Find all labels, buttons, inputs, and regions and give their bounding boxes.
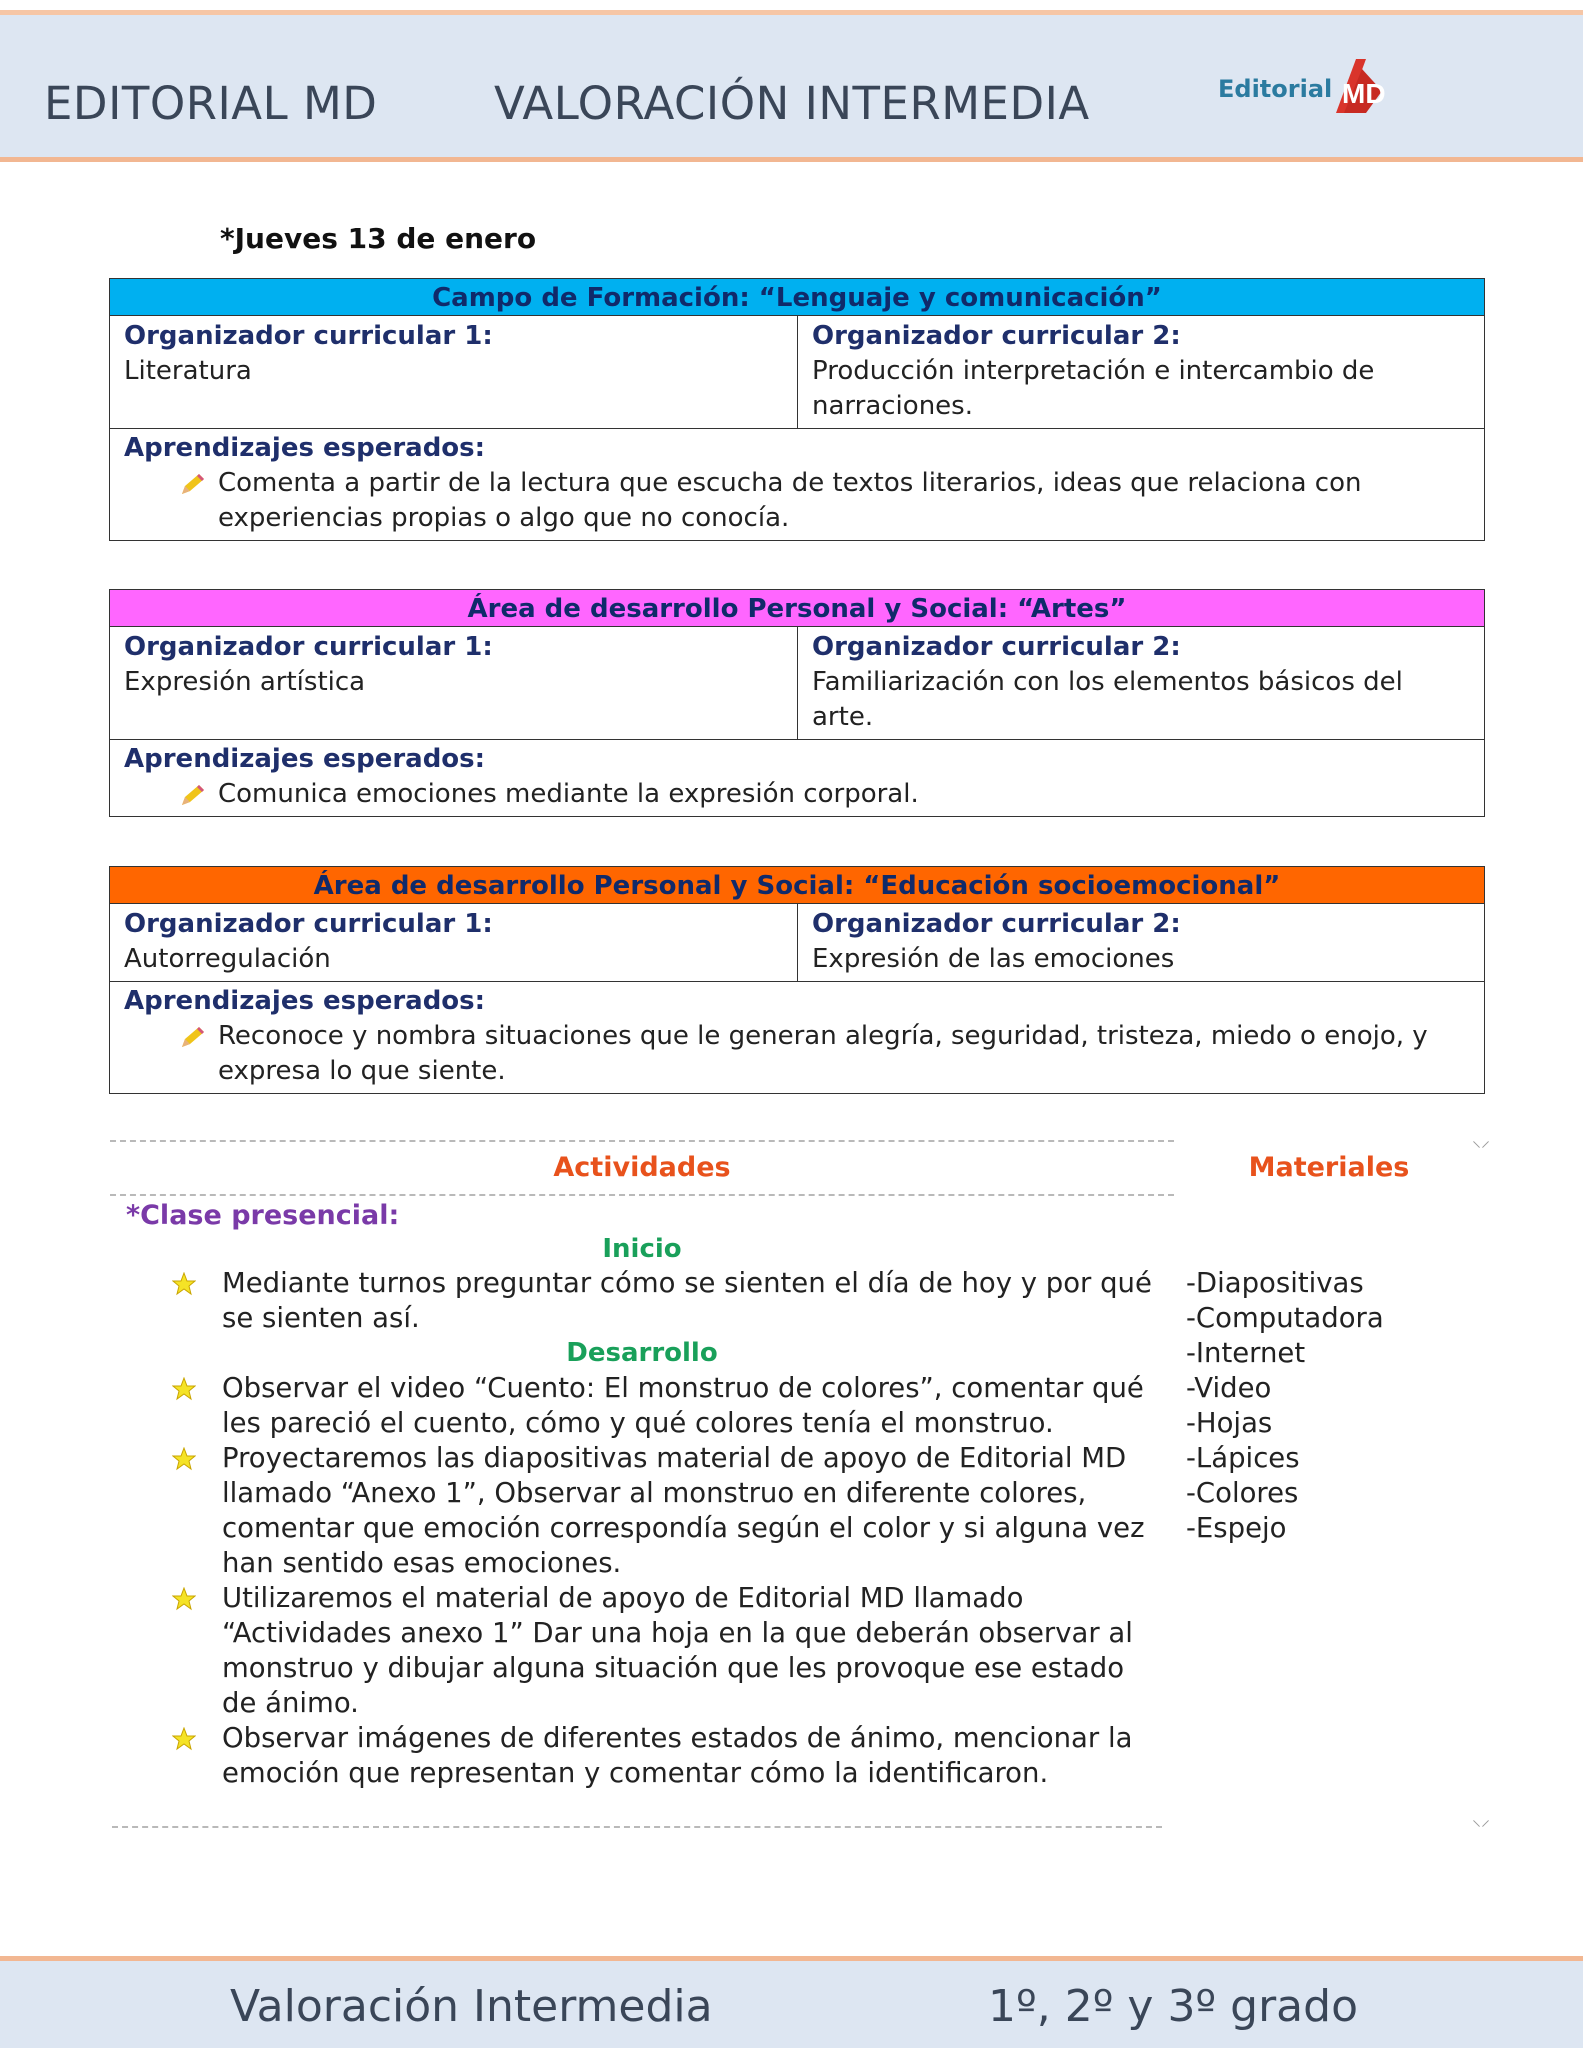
organizer-1-label: Organizador curricular 1: bbox=[124, 321, 493, 351]
organizer-2-label: Organizador curricular 2: bbox=[812, 909, 1181, 939]
page-footer bbox=[0, 1956, 1583, 2048]
logo-text: Editorial bbox=[1218, 75, 1333, 103]
expected-learnings bbox=[110, 429, 1484, 540]
expected-learnings-label: Aprendizajes esperados: bbox=[124, 433, 486, 463]
organizer-1-cell bbox=[110, 316, 798, 428]
activity-text: Observar imágenes de diferentes estados de ánimo, mencionar la emoción que representan y comentar cómo la identificaron. bbox=[222, 1722, 1133, 1789]
material-item: -Internet bbox=[1186, 1337, 1306, 1369]
desarrollo-heading: Desarrollo bbox=[566, 1338, 718, 1368]
organizer-1-value: Literatura bbox=[124, 356, 252, 386]
expected-learning-text: Comunica emociones mediante la expresión corporal. bbox=[218, 779, 919, 809]
star-bullet-icon bbox=[160, 1441, 222, 1581]
table-title: Campo de Formación: “Lenguaje y comunicación” bbox=[110, 279, 1484, 316]
star-bullet-icon bbox=[160, 1581, 222, 1721]
class-mode-label: *Clase presencial: bbox=[126, 1200, 400, 1231]
svg-text:MD: MD bbox=[1342, 78, 1386, 109]
formation-field-table-2 bbox=[109, 589, 1485, 817]
material-item: -Espejo bbox=[1186, 1512, 1287, 1544]
organizer-1-cell bbox=[110, 904, 798, 981]
expected-learnings bbox=[110, 740, 1484, 816]
table-title: Área de desarrollo Personal y Social: “Educación socioemocional” bbox=[110, 867, 1484, 904]
organizer-2-label: Organizador curricular 2: bbox=[812, 321, 1181, 351]
formation-field-table-1 bbox=[109, 278, 1485, 541]
star-bullet-icon bbox=[160, 1266, 222, 1336]
activity-item bbox=[160, 1721, 1160, 1791]
expected-learning-text: Comenta a partir de la lectura que escucha de textos literarios, ideas que relaciona con experiencias propias o algo que no conocía. bbox=[218, 468, 1362, 533]
material-item: -Computadora bbox=[1186, 1302, 1384, 1334]
organizer-1-cell bbox=[110, 627, 798, 739]
star-bullet-icon bbox=[160, 1721, 222, 1791]
header-left-title: EDITORIAL MD bbox=[44, 77, 378, 130]
star-bullet-icon bbox=[160, 1371, 222, 1441]
footer-right-text: 1º, 2º y 3º grado bbox=[988, 1981, 1358, 2032]
formation-field-table-3 bbox=[109, 866, 1485, 1094]
activity-text: Utilizaremos el material de apoyo de Editorial MD llamado “Actividades anexo 1” Dar una hoja en la que deberán observar al monstruo y dibujar alguna situación que les provoque ese estado de ánimo. bbox=[222, 1582, 1133, 1719]
organizer-2-label: Organizador curricular 2: bbox=[812, 632, 1181, 662]
organizer-1-value: Autorregulación bbox=[124, 944, 331, 974]
corner-mark: ⸌⸍ bbox=[1472, 1817, 1490, 1838]
activity-item bbox=[160, 1581, 1160, 1721]
material-item: -Video bbox=[1186, 1372, 1272, 1404]
activity-text: Observar el video “Cuento: El monstruo de colores”, comentar qué les pareció el cuento, cómo y qué colores tenía el monstruo. bbox=[222, 1372, 1144, 1439]
organizer-2-value: Expresión de las emociones bbox=[812, 944, 1175, 974]
organizers-row bbox=[110, 627, 1484, 740]
activity-text: Proyectaremos las diapositivas material de apoyo de Editorial MD llamado “Anexo 1”, Observar al monstruo en diferente colores, comentar que emoción correspondía según el color y si alguna vez han sentido esas emociones. bbox=[222, 1442, 1145, 1579]
organizer-1-label: Organizador curricular 1: bbox=[124, 632, 493, 662]
md-logo-icon bbox=[1326, 55, 1390, 117]
organizer-1-value: Expresión artística bbox=[124, 667, 366, 697]
organizer-2-cell bbox=[798, 627, 1484, 739]
activities-heading: Actividades bbox=[553, 1152, 731, 1183]
material-item: -Diapositivas bbox=[1186, 1267, 1364, 1299]
expected-learnings bbox=[110, 982, 1484, 1093]
activity-item bbox=[160, 1266, 1160, 1336]
activity-item bbox=[160, 1441, 1160, 1581]
page-header bbox=[0, 10, 1583, 162]
material-item: -Colores bbox=[1186, 1477, 1299, 1509]
materials-heading: Materiales bbox=[1248, 1152, 1410, 1183]
organizer-2-value: Familiarización con los elementos básicos del arte. bbox=[812, 667, 1403, 732]
organizer-1-label: Organizador curricular 1: bbox=[124, 909, 493, 939]
expected-learnings-label: Aprendizajes esperados: bbox=[124, 744, 486, 774]
pencil-icon bbox=[124, 1019, 218, 1089]
organizer-2-cell bbox=[798, 316, 1484, 428]
inicio-activities bbox=[160, 1266, 1160, 1336]
activities-bottom-divider bbox=[112, 1826, 1162, 1828]
organizer-2-value: Producción interpretación e intercambio de narraciones. bbox=[812, 356, 1375, 421]
table-title: Área de desarrollo Personal y Social: “Artes” bbox=[110, 590, 1484, 627]
organizers-row bbox=[110, 316, 1484, 429]
expected-learnings-label: Aprendizajes esperados: bbox=[124, 986, 486, 1016]
material-item: -Lápices bbox=[1186, 1442, 1300, 1474]
activity-item bbox=[160, 1371, 1160, 1441]
corner-mark: ⸌⸍ bbox=[1472, 1138, 1490, 1159]
footer-left-text: Valoración Intermedia bbox=[230, 1981, 713, 2032]
material-item: -Hojas bbox=[1186, 1407, 1273, 1439]
organizer-2-cell bbox=[798, 904, 1484, 981]
session-date: *Jueves 13 de enero bbox=[220, 222, 537, 255]
activity-text: Mediante turnos preguntar cómo se sienten el día de hoy y por qué se sienten así. bbox=[222, 1267, 1152, 1334]
pencil-icon bbox=[124, 466, 218, 536]
inicio-heading: Inicio bbox=[602, 1234, 682, 1264]
materials-list bbox=[1186, 1266, 1384, 1546]
organizers-row bbox=[110, 904, 1484, 982]
expected-learning-text: Reconoce y nombra situaciones que le generan alegría, seguridad, tristeza, miedo o enojo, y expresa lo que siente. bbox=[218, 1021, 1428, 1086]
editorial-md-logo bbox=[1218, 53, 1388, 123]
header-center-title: VALORACIÓN INTERMEDIA bbox=[494, 77, 1090, 130]
desarrollo-activities bbox=[160, 1371, 1160, 1791]
pencil-icon bbox=[124, 777, 218, 812]
